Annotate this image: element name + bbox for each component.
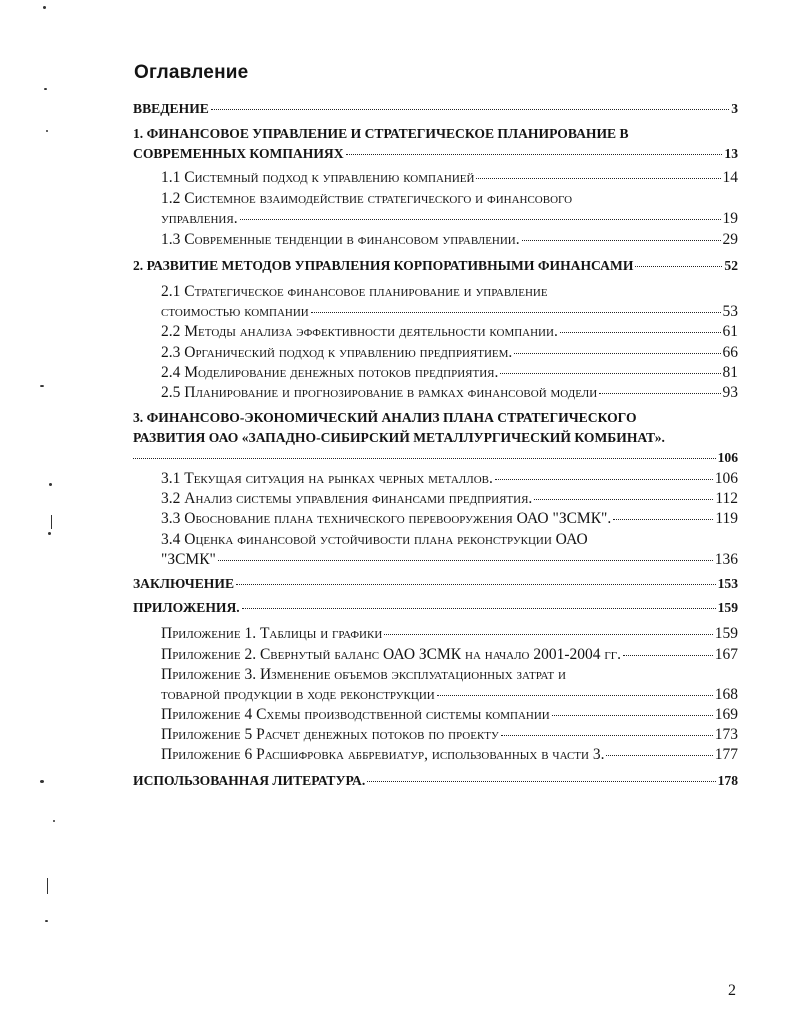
toc-entry-page: 112 bbox=[715, 490, 738, 507]
toc-entry-page: 167 bbox=[714, 646, 738, 663]
toc-entry-appendix-6[interactable] bbox=[161, 745, 738, 765]
toc-entry-appendices[interactable] bbox=[133, 598, 738, 618]
scan-speck bbox=[47, 878, 48, 894]
toc-entry-title: ИСПОЛЬЗОВАННАЯ ЛИТЕРАТУРА. bbox=[133, 773, 366, 788]
dot-leader bbox=[522, 239, 721, 241]
scan-speck bbox=[40, 385, 44, 387]
toc-entry-page: 14 bbox=[722, 169, 738, 186]
toc-entry-title: ВВЕДЕНИЕ bbox=[133, 101, 209, 116]
toc-entry-section-2-1[interactable] bbox=[161, 282, 738, 322]
dot-leader bbox=[476, 177, 720, 179]
toc-entry-title: "ЗСМК" bbox=[161, 551, 216, 568]
dot-leader bbox=[623, 654, 713, 656]
toc-entry-page: 177 bbox=[714, 746, 738, 763]
toc-entry-title-line: 1. ФИНАНСОВОЕ УПРАВЛЕНИЕ И СТРАТЕГИЧЕСКОЕ ПЛАНИРОВАНИЕ В bbox=[133, 126, 629, 141]
toc-entry-section-2-3[interactable] bbox=[161, 343, 738, 363]
dot-leader bbox=[437, 694, 713, 696]
toc-entry-title: ЗАКЛЮЧЕНИЕ bbox=[133, 576, 235, 591]
toc-entry-page: 159 bbox=[717, 600, 738, 615]
toc-entry-page: 136 bbox=[714, 551, 738, 568]
toc-entry-introduction[interactable] bbox=[133, 99, 738, 119]
toc-entry-title-line: РАЗВИТИЯ ОАО «ЗАПАДНО-СИБИРСКИЙ МЕТАЛЛУРГИЧЕСКИЙ КОМБИНАТ». bbox=[133, 430, 665, 445]
toc-entry-chapter-3[interactable] bbox=[133, 408, 738, 468]
toc-entry-section-1-1[interactable] bbox=[161, 168, 738, 188]
toc-entry-section-3-4[interactable] bbox=[161, 530, 738, 570]
dot-leader bbox=[240, 218, 721, 220]
toc-entry-title: Приложение 4 Схемы производственной системы компании bbox=[161, 706, 550, 723]
toc-entry-title-line: 3.4 Оценка финансовой устойчивости плана реконструкции ОАО bbox=[161, 531, 588, 548]
toc-entry-title: 3.3 Обоснование плана технического перевооружения ОАО "ЗСМК". bbox=[161, 510, 612, 527]
dot-leader bbox=[606, 754, 712, 756]
dot-leader bbox=[367, 780, 715, 782]
toc-entry-chapter-1[interactable] bbox=[133, 124, 738, 164]
toc-entry-references[interactable] bbox=[133, 771, 738, 791]
scan-speck bbox=[40, 780, 44, 783]
toc-entry-title-line: 3. ФИНАНСОВО-ЭКОНОМИЧЕСКИЙ АНАЛИЗ ПЛАНА СТРАТЕГИЧЕСКОГО bbox=[133, 410, 637, 425]
toc-entry-page: 106 bbox=[717, 450, 738, 465]
scan-speck bbox=[45, 920, 48, 922]
toc-entry-conclusion[interactable] bbox=[133, 574, 738, 594]
dot-leader bbox=[500, 372, 720, 374]
toc-entry-appendix-3[interactable] bbox=[161, 665, 738, 705]
scan-speck bbox=[49, 483, 52, 486]
dot-leader bbox=[242, 607, 716, 609]
toc-entry-title: 1.3 Современные тенденции в финансовом управлении. bbox=[161, 231, 520, 248]
toc-entry-title: СОВРЕМЕННЫХ КОМПАНИЯХ bbox=[133, 146, 344, 161]
toc-heading: Оглавление bbox=[134, 62, 249, 83]
toc-entry-title: Приложение 5 Расчет денежных потоков по проекту bbox=[161, 726, 499, 743]
dot-leader bbox=[218, 559, 713, 561]
toc-entry-section-2-2[interactable] bbox=[161, 322, 738, 342]
dot-leader bbox=[211, 108, 729, 110]
toc-entry-title: 2.4 Моделирование денежных потоков предприятия. bbox=[161, 364, 499, 381]
scan-speck bbox=[46, 130, 48, 132]
toc-entry-appendix-1[interactable] bbox=[161, 624, 738, 644]
toc-entry-section-3-1[interactable] bbox=[161, 469, 738, 489]
toc-entry-section-3-2[interactable] bbox=[161, 489, 738, 509]
dot-leader bbox=[311, 311, 721, 313]
scan-speck bbox=[48, 532, 51, 535]
toc-entry-title: Приложение 2. Свернутый баланс ОАО ЗСМК на начало 2001-2004 гг. bbox=[161, 646, 621, 663]
dot-leader bbox=[613, 518, 713, 520]
toc-entry-title: управления. bbox=[161, 210, 238, 227]
toc-entry-page: 178 bbox=[717, 773, 738, 788]
toc-entry-page: 106 bbox=[714, 470, 738, 487]
toc-entry-title: Приложение 1. Таблицы и графики bbox=[161, 625, 383, 642]
toc-entry-page: 29 bbox=[722, 231, 738, 248]
toc-entry-title: 2.3 Органический подход к управлению предприятием. bbox=[161, 344, 513, 361]
toc-entry-page: 66 bbox=[722, 344, 738, 361]
toc-entry-title: 2.5 Планирование и прогнозирование в рамках финансовой модели bbox=[161, 384, 598, 401]
page-number: 2 bbox=[728, 982, 736, 999]
toc-entry-section-3-3[interactable] bbox=[161, 509, 738, 529]
scan-speck bbox=[51, 515, 52, 529]
toc-entry-section-2-5[interactable] bbox=[161, 383, 738, 403]
dot-leader bbox=[560, 331, 721, 333]
toc-entry-title: 3.2 Анализ системы управления финансами предприятия. bbox=[161, 490, 533, 507]
scan-speck bbox=[44, 88, 47, 90]
dot-leader bbox=[599, 392, 720, 394]
toc-entry-page: 81 bbox=[722, 364, 738, 381]
toc-entry-page: 53 bbox=[722, 303, 738, 320]
toc-entry-page: 19 bbox=[722, 210, 738, 227]
toc-entry-chapter-2[interactable] bbox=[133, 256, 738, 276]
toc-entry-title: 3.1 Текущая ситуация на рынках черных металлов. bbox=[161, 470, 493, 487]
toc-entry-page: 159 bbox=[714, 625, 738, 642]
toc-entry-section-2-4[interactable] bbox=[161, 363, 738, 383]
toc-entry-page: 169 bbox=[714, 706, 738, 723]
dot-leader bbox=[514, 352, 720, 354]
toc-entry-page: 13 bbox=[724, 146, 738, 161]
toc-entry-appendix-4[interactable] bbox=[161, 705, 738, 725]
toc-entry-page: 168 bbox=[714, 686, 738, 703]
toc-entry-page: 3 bbox=[731, 101, 738, 116]
toc-entry-page: 61 bbox=[722, 323, 738, 340]
toc-entry-title: ПРИЛОЖЕНИЯ. bbox=[133, 600, 240, 615]
toc-entry-page: 93 bbox=[722, 384, 738, 401]
toc-entry-page: 119 bbox=[715, 510, 738, 527]
toc-entry-title: 2. РАЗВИТИЕ МЕТОДОВ УПРАВЛЕНИЯ КОРПОРАТИВНЫМИ ФИНАНСАМИ bbox=[133, 258, 634, 273]
toc-entry-section-1-2[interactable] bbox=[161, 189, 738, 229]
dot-leader bbox=[552, 714, 713, 716]
toc-entry-title-line: Приложение 3. Изменение объемов эксплуатационных затрат и bbox=[161, 666, 566, 683]
toc-entry-title: 1.1 Системный подход к управлению компанией bbox=[161, 169, 475, 186]
dot-leader bbox=[501, 734, 713, 736]
toc-entry-title: стоимостью компании bbox=[161, 303, 309, 320]
toc-entry-title: Приложение 6 Расшифровка аббревиатур, использованных в части 3. bbox=[161, 746, 605, 763]
toc-entry-page: 173 bbox=[714, 726, 738, 743]
toc-entry-section-1-3[interactable] bbox=[161, 230, 738, 250]
toc-entry-appendix-5[interactable] bbox=[161, 725, 738, 745]
toc-entry-appendix-2[interactable] bbox=[161, 645, 738, 665]
toc-entry-title: 2.2 Методы анализа эффективности деятельности компании. bbox=[161, 323, 558, 340]
toc-entry-title-line: 2.1 Стратегическое финансовое планирование и управление bbox=[161, 283, 548, 300]
dot-leader bbox=[635, 265, 722, 267]
dot-leader bbox=[534, 498, 713, 500]
dot-leader bbox=[384, 633, 712, 635]
dot-leader bbox=[495, 478, 713, 480]
toc-entry-title: товарной продукции в ходе реконструкции bbox=[161, 686, 435, 703]
scan-speck bbox=[53, 820, 55, 822]
dot-leader bbox=[236, 583, 716, 585]
scan-speck bbox=[43, 6, 46, 9]
dot-leader bbox=[133, 457, 716, 459]
dot-leader bbox=[346, 153, 723, 155]
toc-entry-title-line: 1.2 Системное взаимодействие стратегического и финансового bbox=[161, 190, 573, 207]
toc-entry-page: 52 bbox=[724, 258, 738, 273]
toc-entry-page: 153 bbox=[717, 576, 738, 591]
